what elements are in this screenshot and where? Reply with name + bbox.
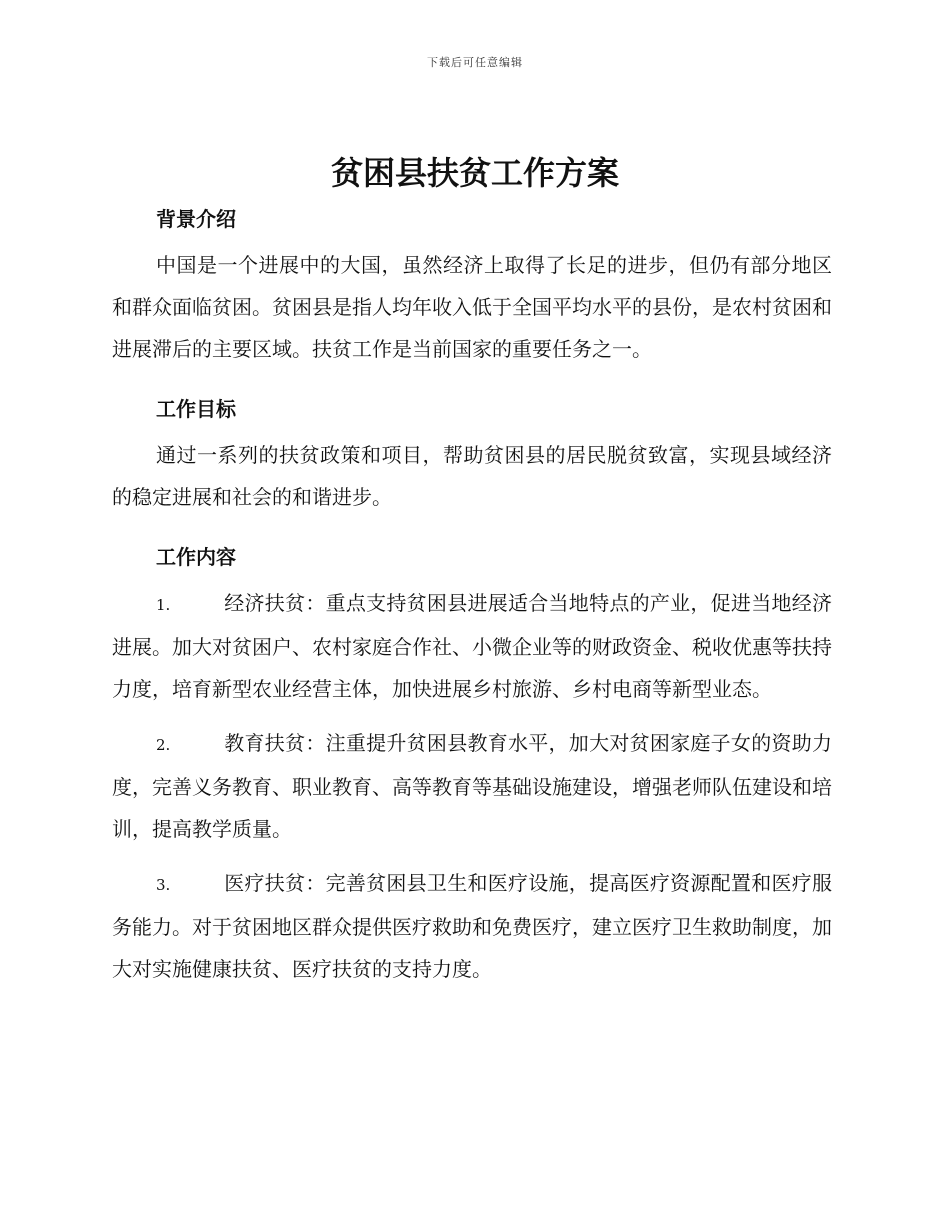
section-paragraph-background: 中国是一个进展中的大国，虽然经济上取得了长足的进步，但仍有部分地区和群众面临贫困。贫困县是指人均年收入低于全国平均水平的县份，是农村贫困和进展滞后的主要区域。扶贫工作是当前国家的重要任务之一。 bbox=[112, 253, 832, 361]
list-item-number: 2. bbox=[156, 736, 171, 754]
list-item-number: 1. bbox=[156, 596, 171, 614]
section-heading-background: 背景介绍 bbox=[156, 207, 236, 231]
list-item-text: 经济扶贫：重点支持贫困县进展适合当地特点的产业，促进当地经济进展。加大对贫困户、农村家庭合作社、小微企业等的财政资金、税收优惠等扶持力度，培育新型农业经营主体，加快进展乡村旅游、乡村电商等新型业态。 bbox=[112, 591, 832, 701]
page-header-note: 下载后可任意编辑 bbox=[427, 56, 523, 69]
document-title: 贫困县扶贫工作方案 bbox=[330, 154, 619, 192]
section-heading-content: 工作内容 bbox=[156, 545, 236, 569]
list-item-medical bbox=[112, 862, 832, 990]
section-background bbox=[112, 198, 832, 370]
list-item-text: 教育扶贫：注重提升贫困县教育水平，加大对贫困家庭子女的资助力度，完善义务教育、职业教育、高等教育等基础设施建设，增强老师队伍建设和培训，提高教学质量。 bbox=[112, 731, 832, 841]
section-heading-goals: 工作目标 bbox=[156, 397, 236, 421]
section-content bbox=[112, 536, 832, 990]
section-paragraph-goals: 通过一系列的扶贫政策和项目，帮助贫困县的居民脱贫致富，实现县域经济的稳定进展和社会的和谐进步。 bbox=[112, 443, 832, 509]
section-goals bbox=[112, 388, 832, 518]
list-item-education bbox=[112, 722, 832, 850]
document-body bbox=[112, 198, 832, 1002]
list-item-economic bbox=[112, 582, 832, 710]
list-item-number: 3. bbox=[156, 876, 171, 894]
list-item-text: 医疗扶贫：完善贫困县卫生和医疗设施，提高医疗资源配置和医疗服务能力。对于贫困地区群众提供医疗救助和免费医疗，建立医疗卫生救助制度，加大对实施健康扶贫、医疗扶贫的支持力度。 bbox=[112, 871, 832, 981]
